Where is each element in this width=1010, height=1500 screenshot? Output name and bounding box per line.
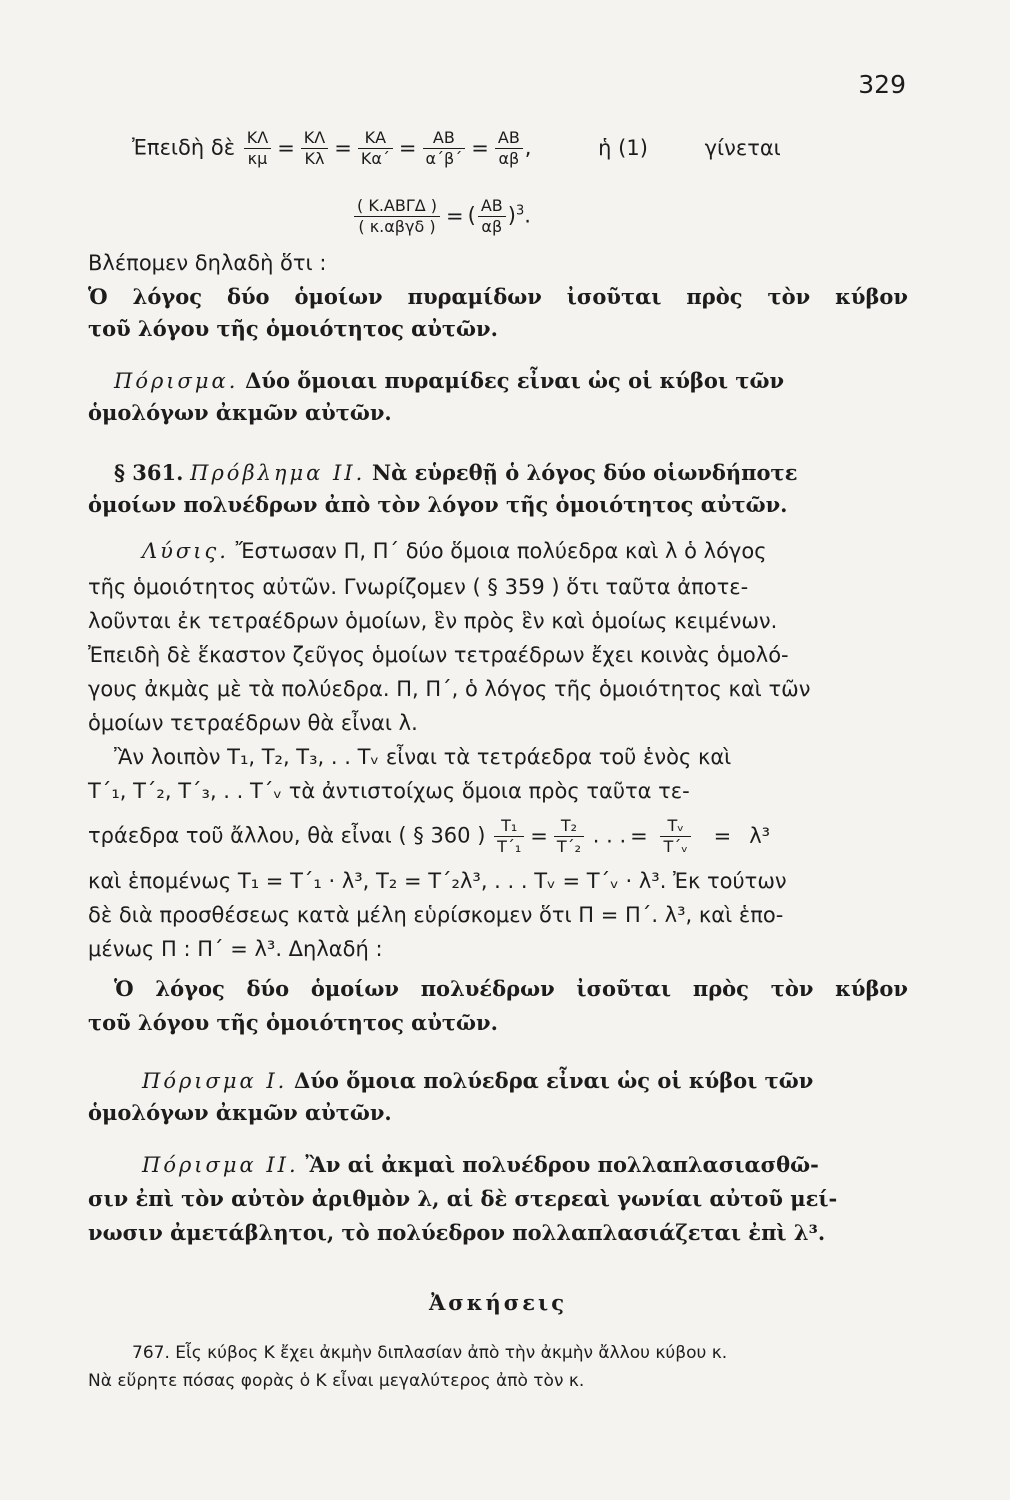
porisma-3-line-2: σιν ἐπὶ τὸν αὐτὸν ἀριθμὸν λ, αἱ δὲ στερεαὶ γωνίαι αὐτοῦ μεί- [88, 1186, 838, 1211]
an-line-6: μένως Π : Π΄ = λ³. Δηλαδή : [88, 937, 383, 961]
t-fraction-1: $\frac{\text{Τ₁}}{\text{Τ΄₁}}$ [494, 816, 524, 857]
fraction-1: $\frac{K\Lambda}{\kappa\mu}$ [244, 128, 271, 169]
eq-ref: ἡ (1) [598, 135, 648, 160]
problem-line-2: ὁμοίων πολυέδρων ἀπὸ τὸν λόγον τῆς ὁμοιότητος αὐτῶν. [88, 492, 788, 517]
lysis-label: Λύσις. [142, 539, 229, 563]
an-line-5: δὲ διὰ προσθέσεως κατὰ μέλη εὑρίσκομεν ὅτι Π = Π΄. λ³, καὶ ἑπο- [88, 903, 784, 927]
theorem-1-line-2: τοῦ λόγου τῆς ὁμοιότητος αὐτῶν. [88, 316, 498, 341]
fraction-3: $\frac{KA}{K\alpha΄}$ [358, 128, 393, 169]
ratio-equation: Ἐπειδὴ δὲ $\frac{K\Lambda}{\kappa\mu}$ = $\frac{K\Lambda}{K\lambda}$ = $\frac{KA}{K\alpha΄}$ = $\frac{AB}{\alpha΄\beta΄}$ = $\frac{AB}{\alpha\beta}$ , ἡ (1) γίνεται [132, 128, 781, 168]
fraction-4: $\frac{AB}{\alpha΄\beta΄}$ [423, 128, 466, 169]
problem-label: Πρόβλημα ΙΙ. [190, 461, 366, 485]
an-line-4: καὶ ἑπομένως Τ₁ = Τ΄₁ · λ³, Τ₂ = Τ΄₂λ³, . . . Τᵥ = Τ΄ᵥ · λ³. Ἐκ τούτων [88, 869, 787, 893]
section-number: § 361. [114, 460, 184, 485]
text-blepomen: Βλέπομεν δηλαδὴ ὅτι : [88, 251, 327, 275]
porisma-3-line-1: Πόρισμα ΙΙ. Ἂν αἱ ἀκμαὶ πολυέδρου πολλαπλασιασθῶ- [142, 1152, 819, 1177]
lysis-line-4: Ἐπειδὴ δὲ ἕκαστον ζεῦγος ὁμοίων τετραέδρων ἔχει κοινὰς ὁμολό- [88, 643, 789, 667]
page-number: 329 [858, 70, 906, 99]
theorem-2-line-2: τοῦ λόγου τῆς ὁμοιότητος αὐτῶν. [88, 1010, 498, 1035]
fraction-5: $\frac{AB}{\alpha\beta}$ [495, 128, 523, 169]
ratio-fraction: $\frac{AB}{\alpha\beta}$ [478, 196, 506, 237]
lysis-line-3: λοῦνται ἐκ τετραέδρων ὁμοίων, ἓν πρὸς ἓν καὶ ὁμοίως κειμένων. [88, 609, 778, 633]
t-fraction-2: $\frac{\text{Τ₂}}{\text{Τ΄₂}}$ [554, 816, 584, 857]
fraction-2: $\frac{K\Lambda}{K\lambda}$ [301, 128, 328, 169]
porisma-3-label: Πόρισμα ΙΙ. [142, 1153, 299, 1177]
porisma-1-line-2: ὁμολόγων ἀκμῶν αὐτῶν. [88, 400, 392, 425]
problem-heading: § 361. Πρόβλημα ΙΙ. Νὰ εὑρεθῇ ὁ λόγος δύο οἱωνδήποτε [114, 460, 798, 485]
an-line-1: Ἂν λοιπὸν Τ₁, Τ₂, Τ₃, . . Τᵥ εἶναι τὰ τετράεδρα τοῦ ἑνὸς καὶ [114, 745, 732, 769]
an-line-2: Τ΄₁, Τ΄₂, Τ΄₃, . . Τ΄ᵥ τὰ ἀντιστοίχως ὅμοια πρὸς ταῦτα τε- [88, 779, 690, 803]
porisma-1-label: Πόρισμα. [114, 369, 239, 393]
lysis-line-2: τῆς ὁμοιότητος αὐτῶν. Γνωρίζομεν ( § 359 ) ὅτι ταῦτα ἀποτε- [88, 575, 749, 599]
volume-fraction: $\frac{\text{( Κ.ΑΒΓΔ )}}{\text{( κ.αβγδ )}}$ [354, 196, 440, 237]
porisma-1-line-1: Πόρισμα. Δύο ὅμοιαι πυραμίδες εἶναι ὡς οἱ κύβοι τῶν [114, 368, 785, 393]
eq-tail: γίνεται [704, 135, 781, 160]
exercise-767-line-2: Νὰ εὕρητε πόσας φορὰς ὁ Κ εἶναι μεγαλύτερος ἀπὸ τὸν κ. [88, 1371, 585, 1391]
exercise-767-line-1: 767. Εἷς κύβος Κ ἔχει ἀκμὴν διπλασίαν ἀπὸ τὴν ἀκμὴν ἄλλου κύβου κ. [132, 1343, 728, 1363]
lysis-line-5: γους ἀκμὰς μὲ τὰ πολύεδρα. Π, Π΄, ὁ λόγος τῆς ὁμοιότητος καὶ τῶν [88, 677, 811, 701]
theorem-2-line-1: Ὁ λόγος δύο ὁμοίων πολυέδρων ἰσοῦται πρὸς τὸν κύβον [114, 976, 908, 1001]
eq-lead: Ἐπειδὴ δὲ [132, 135, 236, 160]
theorem-1-line-1: Ὁ λόγος δύο ὁμοίων πυραμίδων ἰσοῦται πρὸς τὸν κύβον [88, 284, 908, 309]
porisma-2-line-2: ὁμολόγων ἀκμῶν αὐτῶν. [88, 1100, 392, 1125]
volume-ratio-equation: $\frac{\text{( Κ.ΑΒΓΔ )}}{\text{( κ.αβγδ )}}$ = ( $\frac{AB}{\alpha\beta}$ )$^3$. [352, 196, 652, 237]
lysis-line-6: ὁμοίων τετραέδρων θὰ εἶναι λ. [88, 711, 418, 735]
exercises-heading: Ἀσκήσεις [429, 1290, 567, 1315]
an-line-3: τράεδρα τοῦ ἄλλου, θὰ εἶναι ( § 360 ) $\frac{\text{Τ₁}}{\text{Τ΄₁}}$ = $\frac{\text{Τ₂}}{\text{Τ΄₂}}$ . . . = $\frac{\text{Τᵥ}}{\text{Τ΄ᵥ}}$ = λ³ [88, 816, 771, 856]
porisma-2-label: Πόρισμα Ι. [142, 1069, 288, 1093]
t-fraction-3: $\frac{\text{Τᵥ}}{\text{Τ΄ᵥ}}$ [660, 816, 690, 857]
lysis-line-1: Λύσις. Ἔστωσαν Π, Π΄ δύο ὅμοια πολύεδρα καὶ λ ὁ λόγος [142, 539, 767, 563]
porisma-3-line-3: νωσιν ἀμετάβλητοι, τὸ πολύεδρον πολλαπλασιάζεται ἐπὶ λ³. [88, 1220, 826, 1245]
porisma-2-line-1: Πόρισμα Ι. Δύο ὅμοια πολύεδρα εἶναι ὡς οἱ κύβοι τῶν [142, 1068, 814, 1093]
